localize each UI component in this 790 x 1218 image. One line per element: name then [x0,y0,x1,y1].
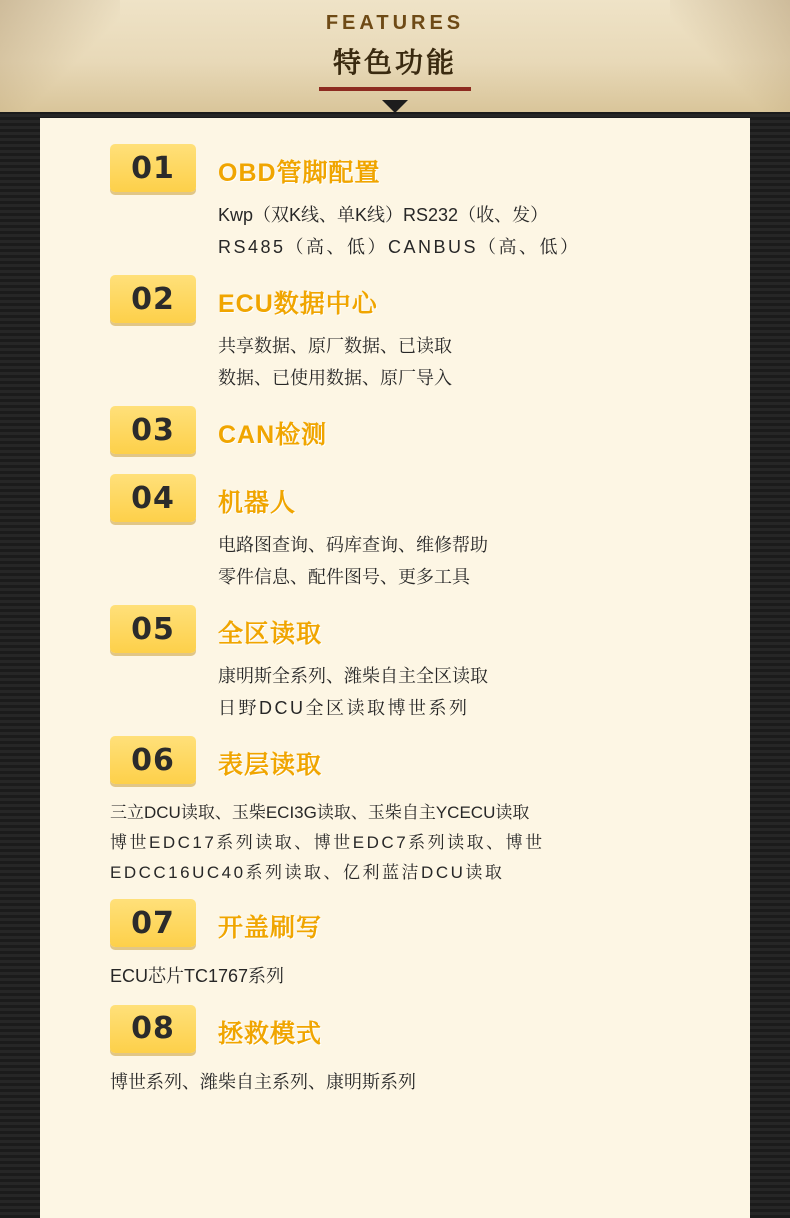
feature-number: 07 [131,905,175,941]
feature-header [110,1005,722,1053]
feature-line: 博世EDC17系列读取、博世EDC7系列读取、博世 [110,832,545,852]
feature-header [110,899,722,947]
feature-line: 电路图查询、码库查询、维修帮助 [218,535,488,555]
feature-line: ECU芯片TC1767系列 [110,966,285,987]
header-content [0,0,790,91]
feature-number: 03 [131,412,175,448]
feature-line: 零件信息、配件图号、更多工具 [218,566,470,587]
feature-description [110,947,722,993]
features-card [40,118,750,1218]
feature-description [110,784,722,887]
feature-description [110,323,722,394]
feature-item [40,144,750,263]
feature-number-badge [110,1005,196,1053]
feature-description [110,192,722,263]
feature-item [40,1005,750,1099]
feature-header [110,275,722,323]
page-header [0,0,790,112]
feature-line: Kwp（双K线、单K线）RS232（收、发） [218,205,549,225]
feature-line: 共享数据、原厂数据、已读取 [218,336,452,356]
feature-title: OBD管脚配置 [218,159,381,187]
feature-number: 04 [131,480,175,516]
feature-description [110,522,722,593]
feature-line: 博世系列、潍柴自主系列、康明斯系列 [110,1071,416,1092]
feature-item [40,474,750,593]
feature-number-badge [110,406,196,454]
header-title-en: FEATURES [325,12,465,34]
feature-number: 01 [131,150,175,186]
feature-line: EDCC16UC40系列读取、亿利蓝洁DCU读取 [110,862,505,882]
feature-number-badge [110,605,196,653]
feature-item [40,275,750,394]
feature-number-badge [110,474,196,522]
feature-number: 05 [131,611,175,647]
feature-number: 02 [131,281,175,317]
feature-item [40,736,750,887]
feature-line: 数据、已使用数据、原厂导入 [218,367,452,388]
feature-number: 08 [131,1011,175,1047]
feature-number-badge [110,144,196,192]
feature-header [110,736,722,784]
feature-title: 表层读取 [218,751,323,779]
feature-header [110,406,722,454]
feature-title: ECU数据中心 [218,290,378,318]
feature-line: 三立DCU读取、玉柴ECI3G读取、玉柴自主YCECU读取 [110,803,530,822]
feature-item [40,406,750,454]
feature-description [110,653,722,724]
feature-title: CAN检测 [218,421,328,449]
feature-title: 开盖刷写 [218,914,323,943]
feature-line: 康明斯全系列、潍柴自主全区读取 [218,666,488,686]
header-title-cn: 特色功能 [319,41,471,91]
feature-item [40,605,750,724]
feature-number-badge [110,899,196,947]
feature-title: 机器人 [218,489,297,517]
feature-title: 全区读取 [218,620,323,648]
feature-number-badge [110,275,196,323]
feature-line: 日野DCU全区读取博世系列 [218,697,470,718]
feature-header [110,605,722,653]
feature-item [40,899,750,993]
feature-number-badge [110,736,196,784]
feature-title: 拯救模式 [218,1019,323,1048]
feature-header [110,144,722,192]
feature-line: RS485（高、低）CANBUS（高、低） [218,236,581,257]
feature-number: 06 [131,742,175,778]
feature-description [110,1053,722,1099]
header-arrow-icon [382,100,408,112]
feature-header [110,474,722,522]
